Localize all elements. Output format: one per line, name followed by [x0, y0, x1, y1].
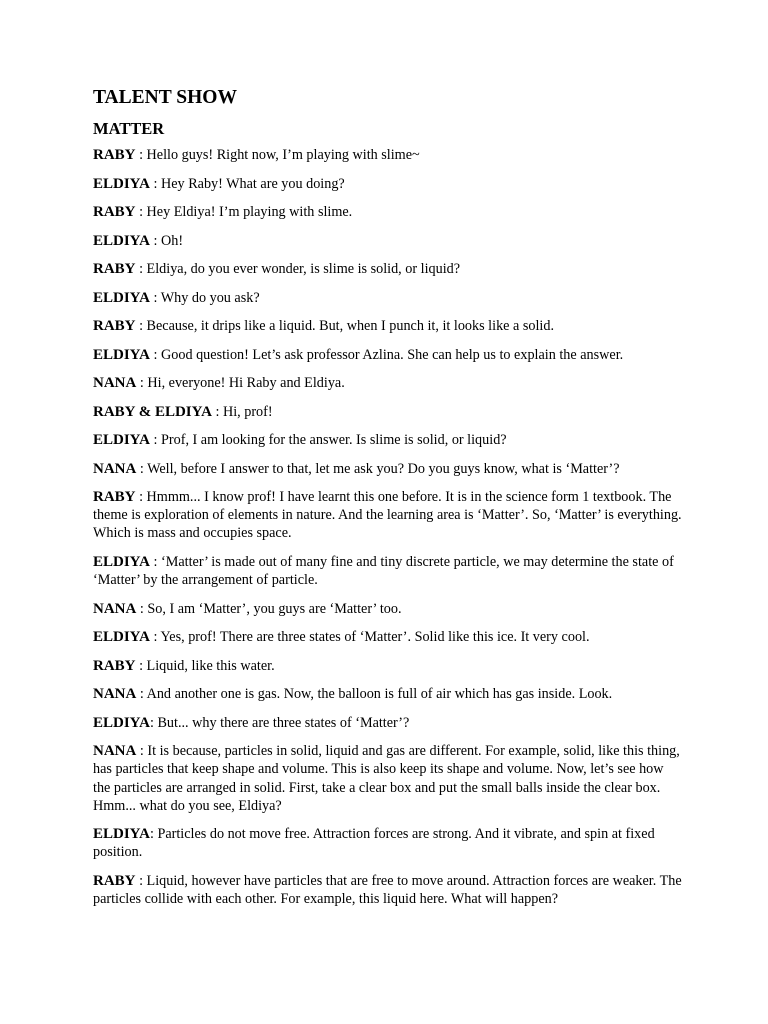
- dialogue-line: [93, 553, 683, 589]
- speaker-name: NANA: [93, 460, 137, 477]
- dialogue-text: : Good question! Let’s ask professor Azlina. She can help us to explain the answer.: [149, 346, 624, 363]
- speaker-name: NANA: [93, 600, 137, 617]
- section-title: MATTER: [93, 119, 165, 138]
- dialogue-line: [93, 403, 683, 421]
- dialogue-line: [93, 175, 683, 193]
- speaker-name: RABY: [93, 318, 136, 334]
- dialogue-list: [93, 146, 683, 908]
- dialogue-text: : Eldiya, do you ever wonder, is slime is solid, or liquid?: [135, 261, 461, 277]
- speaker-name: ELDIYA: [93, 346, 150, 363]
- speaker-name: ELDIYA: [93, 232, 150, 249]
- dialogue-line: [93, 203, 683, 221]
- speaker-name: RABY: [93, 204, 136, 220]
- dialogue-text: : Oh!: [149, 232, 184, 249]
- dialogue-text: : Hey Eldiya! I’m playing with slime.: [135, 204, 353, 220]
- dialogue-line: [93, 146, 683, 164]
- dialogue-text: : So, I am ‘Matter’, you guys are ‘Matter’ too.: [136, 600, 402, 617]
- dialogue-text: : Liquid, however have particles that are free to move around. Attraction forces are weaker. The particles collide with each other. For example, this liquid here. What will happen?: [93, 872, 682, 908]
- dialogue-line: [93, 742, 683, 815]
- speaker-name: RABY: [93, 147, 136, 163]
- dialogue-text: : Why do you ask?: [149, 289, 260, 306]
- dialogue-line: [93, 346, 683, 364]
- dialogue-line: [93, 657, 683, 675]
- speaker-name: ELDIYA: [93, 629, 150, 646]
- dialogue-text: : But... why there are three states of ‘Matter’?: [149, 714, 410, 731]
- dialogue-text: : And another one is gas. Now, the balloon is full of air which has gas inside. Look.: [136, 686, 613, 703]
- dialogue-line: [93, 460, 683, 478]
- dialogue-line: [93, 600, 683, 618]
- dialogue-text: : Hi, everyone! Hi Raby and Eldiya.: [136, 375, 345, 391]
- dialogue-text: : Because, it drips like a liquid. But, when I punch it, it looks like a solid.: [135, 318, 554, 334]
- speaker-name: ELDIYA: [93, 553, 150, 570]
- speaker-name: ELDIYA: [93, 289, 150, 306]
- speaker-name: NANA: [93, 743, 137, 760]
- speaker-name: NANA: [93, 375, 137, 391]
- dialogue-line: [93, 685, 683, 703]
- speaker-name: RABY: [93, 261, 136, 277]
- dialogue-text: : Particles do not move free. Attraction forces are strong. And it vibrate, and spin at fixed position.: [93, 826, 655, 861]
- document-title: TALENT SHOW: [93, 87, 237, 108]
- speaker-name: RABY: [93, 657, 136, 674]
- dialogue-line: [93, 431, 683, 449]
- dialogue-line: [93, 232, 683, 250]
- document-page: [93, 86, 683, 919]
- dialogue-line: [93, 374, 683, 392]
- speaker-name: ELDIYA: [93, 826, 150, 843]
- dialogue-line: [93, 714, 683, 732]
- dialogue-text: : Hmmm... I know prof! I have learnt this one before. It is in the science form 1 textbook. The theme is exploration of elements in nature. And the learning area is ‘Matter’. So, ‘Matter’ is everything. Which is mass and occupies space.: [93, 489, 682, 542]
- dialogue-text: : Hi, prof!: [211, 403, 273, 420]
- dialogue-line: [93, 825, 683, 861]
- speaker-name: RABY: [93, 872, 136, 889]
- dialogue-text: : It is because, particles in solid, liquid and gas are different. For example, solid, like this thing, has particles that keep shape and volume. This is also keep its shape and volume. Now, let’s see how the particles are arranged in solid. First, take a clear box and put the small balls inside the clear box. Hmm... what do you see, Eldiya?: [93, 743, 680, 814]
- speaker-name: RABY & ELDIYA: [93, 403, 212, 420]
- dialogue-line: [93, 289, 683, 307]
- dialogue-text: : ‘Matter’ is made out of many fine and tiny discrete particle, we may determine the state of ‘Matter’ by the arrangement of particle.: [93, 553, 674, 589]
- dialogue-text: : Hey Raby! What are you doing?: [149, 175, 345, 192]
- dialogue-text: : Hello guys! Right now, I’m playing with slime~: [135, 147, 420, 163]
- speaker-name: ELDIYA: [93, 432, 150, 448]
- speaker-name: NANA: [93, 686, 137, 703]
- dialogue-line: [93, 628, 683, 646]
- dialogue-text: : Liquid, like this water.: [135, 657, 275, 674]
- dialogue-line: [93, 260, 683, 278]
- dialogue-text: : Prof, I am looking for the answer. Is slime is solid, or liquid?: [149, 432, 507, 448]
- speaker-name: ELDIYA: [93, 714, 150, 731]
- speaker-name: ELDIYA: [93, 175, 150, 192]
- dialogue-line: [93, 872, 683, 908]
- dialogue-text: : Well, before I answer to that, let me ask you? Do you guys know, what is ‘Matter’?: [136, 460, 620, 477]
- dialogue-line: [93, 488, 683, 543]
- speaker-name: RABY: [93, 489, 136, 505]
- dialogue-line: [93, 317, 683, 335]
- dialogue-text: : Yes, prof! There are three states of ‘Matter’. Solid like this ice. It very cool.: [149, 629, 590, 646]
